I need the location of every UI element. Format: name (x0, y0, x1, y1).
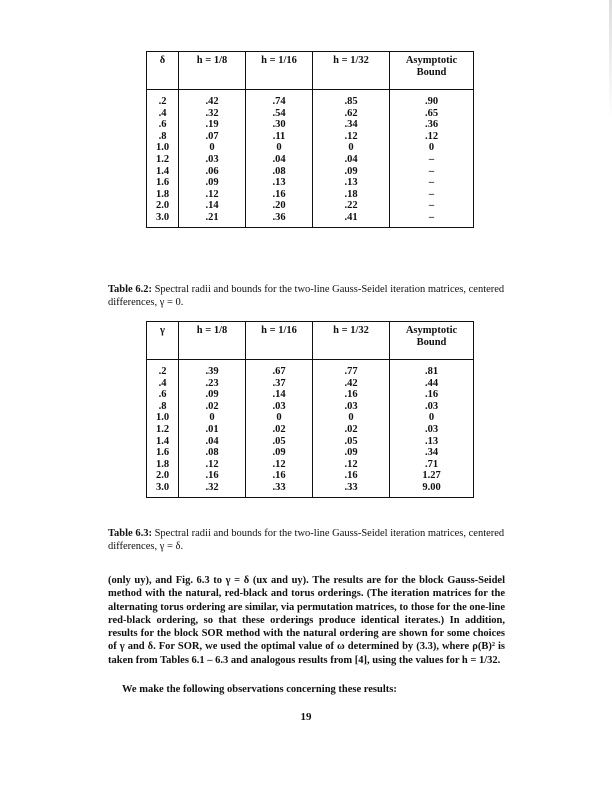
caption-label: Table 6.2: (108, 284, 152, 295)
table-cell: .13 (246, 177, 313, 189)
table-cell: .20 (246, 200, 313, 212)
table-cell: 9.00 (390, 482, 474, 497)
table-cell: .32 (179, 108, 246, 120)
table-cell: .81 (390, 360, 474, 378)
table-cell: .67 (246, 360, 313, 378)
table-cell: .37 (246, 378, 313, 390)
column-header: h = 1/16 (246, 322, 313, 360)
table-row (147, 459, 474, 471)
table-row (147, 154, 474, 166)
table-row (147, 436, 474, 448)
table-cell: 2.0 (147, 470, 179, 482)
column-header: h = 1/32 (313, 52, 390, 90)
table-cell: 0 (313, 412, 390, 424)
table-row (147, 177, 474, 189)
caption-label: Table 6.3: (108, 528, 152, 539)
table-cell: .74 (246, 90, 313, 108)
table-cell: – (390, 200, 474, 212)
table-6-3 (146, 321, 474, 498)
table-cell: 1.6 (147, 177, 179, 189)
table-cell: – (390, 154, 474, 166)
table-cell: .13 (313, 177, 390, 189)
table-6-3-caption (108, 527, 508, 553)
table-row (147, 131, 474, 143)
table-cell: .32 (179, 482, 246, 497)
table-cell: 3.0 (147, 482, 179, 497)
table-row (147, 401, 474, 413)
body-paragraph: (only uy), and Fig. 6.3 to γ = δ (ux and uy). The results are for the block Gauss-Seidel method with the natural, red-black and torus orderings. (The iteration matrices for the alternating torus ordering are similar, via permutation matrices, to those for the one-line red-black ordering, so that these orderings produce identical iterates.) In addition, results for the block SOR method with the natural ordering are shown for some choices of γ and δ. For SOR, we used the optimal value of ω determined by (3.3), where ρ(B)² is taken from Tables 6.1 – 6.3 and analogous results from [4], using the values for h = 1/32. (108, 575, 505, 666)
table-cell: .33 (246, 482, 313, 497)
table-cell: 3.0 (147, 212, 179, 227)
table-cell: .42 (313, 378, 390, 390)
table-cell: .36 (390, 119, 474, 131)
table-cell: .22 (313, 200, 390, 212)
table-cell: .8 (147, 131, 179, 143)
table-cell: 0 (179, 412, 246, 424)
table-cell: .16 (246, 189, 313, 201)
table-cell: 0 (179, 142, 246, 154)
table-6-2-caption (108, 283, 508, 309)
table-cell: .02 (179, 401, 246, 413)
table-cell: 1.6 (147, 447, 179, 459)
table-cell: .09 (313, 166, 390, 178)
table-cell: .09 (246, 447, 313, 459)
table-cell: .14 (246, 389, 313, 401)
column-header: h = 1/8 (179, 52, 246, 90)
table-cell: – (390, 189, 474, 201)
table-cell: 1.2 (147, 424, 179, 436)
table-cell: .07 (179, 131, 246, 143)
table-cell: .09 (313, 447, 390, 459)
table-row (147, 212, 474, 227)
table-cell: .16 (313, 470, 390, 482)
table-cell: – (390, 177, 474, 189)
table-cell: .21 (179, 212, 246, 227)
table-cell: .71 (390, 459, 474, 471)
table-cell: .16 (179, 470, 246, 482)
table-row (147, 360, 474, 378)
table-cell: .16 (246, 470, 313, 482)
table-cell: .12 (179, 459, 246, 471)
table-row (147, 119, 474, 131)
table-cell: 1.4 (147, 436, 179, 448)
table-cell: .03 (390, 401, 474, 413)
table-cell: .03 (313, 401, 390, 413)
table-cell: .42 (179, 90, 246, 108)
table-cell: 1.2 (147, 154, 179, 166)
table-cell: .01 (179, 424, 246, 436)
column-header: h = 1/32 (313, 322, 390, 360)
table-cell: .39 (179, 360, 246, 378)
table-cell: .04 (246, 154, 313, 166)
table-cell: .62 (313, 108, 390, 120)
table-cell: .34 (390, 447, 474, 459)
table-cell: .54 (246, 108, 313, 120)
table-cell: .30 (246, 119, 313, 131)
table-row (147, 424, 474, 436)
table-cell: .41 (313, 212, 390, 227)
column-header: γ (147, 322, 179, 360)
table-row (147, 108, 474, 120)
table-row (147, 447, 474, 459)
table-row (147, 412, 474, 424)
table-cell: .04 (179, 436, 246, 448)
table-cell: 0 (390, 142, 474, 154)
table-cell: .05 (313, 436, 390, 448)
table-cell: .12 (246, 459, 313, 471)
column-header: h = 1/16 (246, 52, 313, 90)
table-cell: .04 (313, 154, 390, 166)
table-cell: .44 (390, 378, 474, 390)
table-cell: 1.8 (147, 459, 179, 471)
page-number: 19 (300, 711, 312, 723)
table-cell: .36 (246, 212, 313, 227)
table-cell: .19 (179, 119, 246, 131)
table-cell: .90 (390, 90, 474, 108)
table-cell: 0 (390, 412, 474, 424)
table-cell: .85 (313, 90, 390, 108)
table-cell: 1.27 (390, 470, 474, 482)
table-cell: .12 (313, 131, 390, 143)
table-cell: .12 (390, 131, 474, 143)
table-cell: .09 (179, 389, 246, 401)
table-cell: .4 (147, 108, 179, 120)
table-cell: .09 (179, 177, 246, 189)
table-cell: .12 (179, 189, 246, 201)
table-cell: .06 (179, 166, 246, 178)
table-cell: .08 (179, 447, 246, 459)
table-cell: .14 (179, 200, 246, 212)
table-cell: .02 (246, 424, 313, 436)
table-cell: – (390, 212, 474, 227)
caption-text: Spectral radii and bounds for the two-line Gauss-Seidel iteration matrices, centered differences, γ = δ. (108, 528, 505, 552)
table-cell: .13 (390, 436, 474, 448)
table-cell: .03 (179, 154, 246, 166)
table-cell: 0 (246, 412, 313, 424)
table-cell: .08 (246, 166, 313, 178)
table-cell: .2 (147, 90, 179, 108)
table-cell: .8 (147, 401, 179, 413)
table-cell: 1.0 (147, 142, 179, 154)
table-cell: 0 (246, 142, 313, 154)
table-cell: .65 (390, 108, 474, 120)
table-row (147, 166, 474, 178)
table-row (147, 482, 474, 497)
table-cell: .03 (390, 424, 474, 436)
table-row (147, 200, 474, 212)
table-cell: .33 (313, 482, 390, 497)
table-row (147, 389, 474, 401)
column-header: Asymptotic Bound (390, 52, 474, 90)
table-cell: .05 (246, 436, 313, 448)
table-cell: 1.8 (147, 189, 179, 201)
caption-text: Spectral radii and bounds for the two-line Gauss-Seidel iteration matrices, centered differences, γ = 0. (108, 284, 505, 308)
table-cell: .18 (313, 189, 390, 201)
table-cell: 0 (313, 142, 390, 154)
column-header: h = 1/8 (179, 322, 246, 360)
table-row (147, 470, 474, 482)
table-cell: .23 (179, 378, 246, 390)
observation-text: We make the following observations concerning these results: (122, 684, 397, 695)
table-cell: .77 (313, 360, 390, 378)
table-6-2 (146, 51, 474, 228)
table-cell: 1.0 (147, 412, 179, 424)
table-cell: .11 (246, 131, 313, 143)
table-cell: 2.0 (147, 200, 179, 212)
table-cell: .2 (147, 360, 179, 378)
table-cell: .03 (246, 401, 313, 413)
table-cell: .6 (147, 119, 179, 131)
table-cell: .4 (147, 378, 179, 390)
column-header: Asymptotic Bound (390, 322, 474, 360)
table-cell: .16 (313, 389, 390, 401)
table-row (147, 378, 474, 390)
table-row (147, 90, 474, 108)
column-header: δ (147, 52, 179, 90)
table-cell: .16 (390, 389, 474, 401)
table-row (147, 142, 474, 154)
table-cell: .6 (147, 389, 179, 401)
table-cell: .12 (313, 459, 390, 471)
table-cell: .02 (313, 424, 390, 436)
table-cell: – (390, 166, 474, 178)
table-cell: .34 (313, 119, 390, 131)
table-cell: 1.4 (147, 166, 179, 178)
table-row (147, 189, 474, 201)
